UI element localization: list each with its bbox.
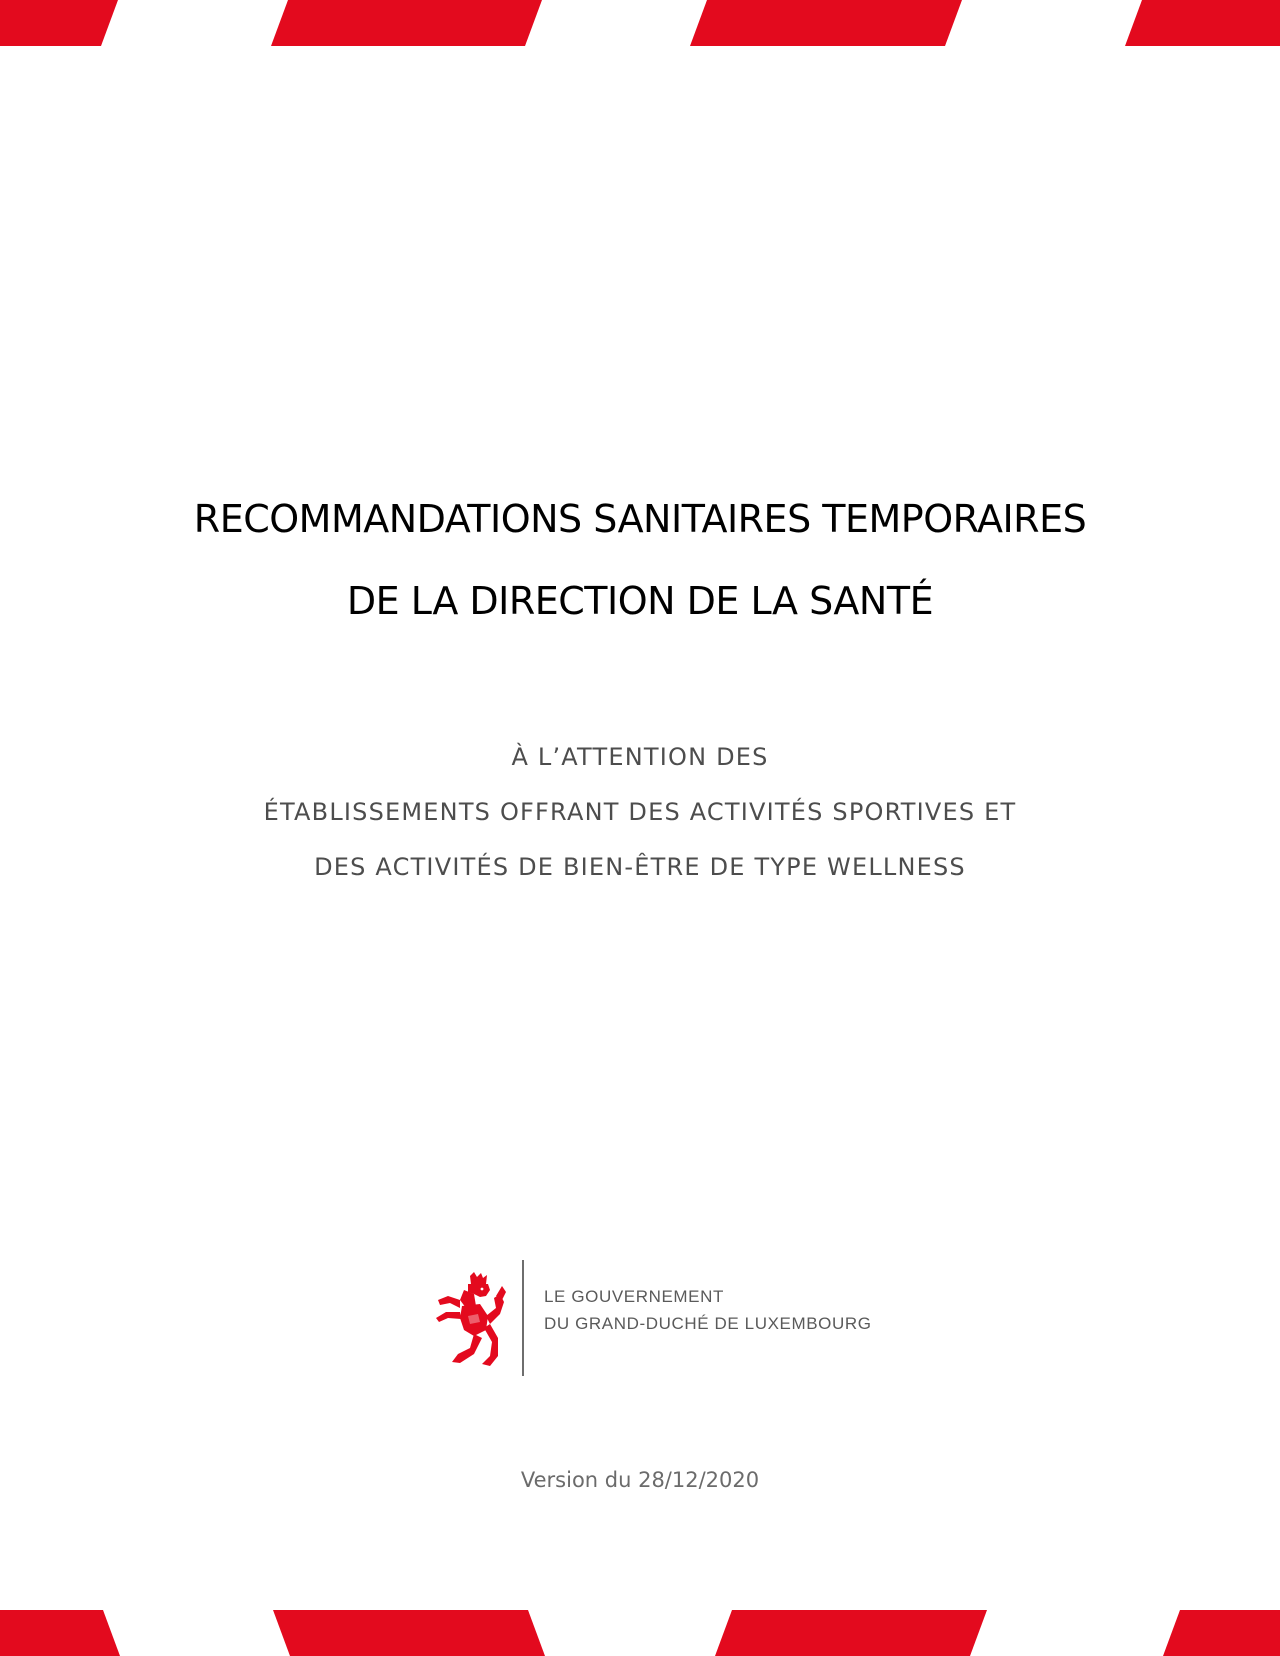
top-stripe-3 <box>690 0 962 46</box>
government-logo <box>430 1260 900 1376</box>
document-subtitle <box>0 730 1280 895</box>
bottom-stripes-graphic <box>0 1610 1280 1656</box>
bottom-stripe-2 <box>273 1610 545 1656</box>
bottom-stripe-3 <box>715 1610 987 1656</box>
top-stripe-1 <box>0 0 118 46</box>
logo-divider <box>522 1260 524 1376</box>
version-text: Version du 28/12/2020 <box>520 1468 760 1492</box>
red-lion-icon <box>430 1272 508 1368</box>
logo-line-1: LE GOUVERNEMENT <box>544 1287 724 1306</box>
top-stripe-4 <box>1125 0 1280 46</box>
document-subtitle-line-2: ÉTABLISSEMENTS OFFRANT DES ACTIVITÉS SPORTIVES ET <box>263 798 1017 826</box>
document-subtitle-line-1: À L’ATTENTION DES <box>511 743 769 771</box>
bottom-stripe-border <box>0 1610 1280 1656</box>
top-stripe-border <box>0 0 1280 46</box>
bottom-stripe-1 <box>0 1610 120 1656</box>
document-title-line-1: RECOMMANDATIONS SANITAIRES TEMPORAIRES <box>193 497 1087 541</box>
top-stripe-2 <box>271 0 542 46</box>
top-stripes-graphic <box>0 0 1280 46</box>
document-subtitle-line-3: DES ACTIVITÉS DE BIEN-ÊTRE DE TYPE WELLNESS <box>314 853 966 881</box>
logo-wordmark <box>544 1283 872 1337</box>
document-title-line-2: DE LA DIRECTION DE LA SANTÉ <box>346 579 934 623</box>
bottom-stripe-4 <box>1163 1610 1280 1656</box>
document-title <box>0 478 1280 642</box>
logo-line-2: DU GRAND-DUCHÉ DE LUXEMBOURG <box>544 1314 872 1333</box>
